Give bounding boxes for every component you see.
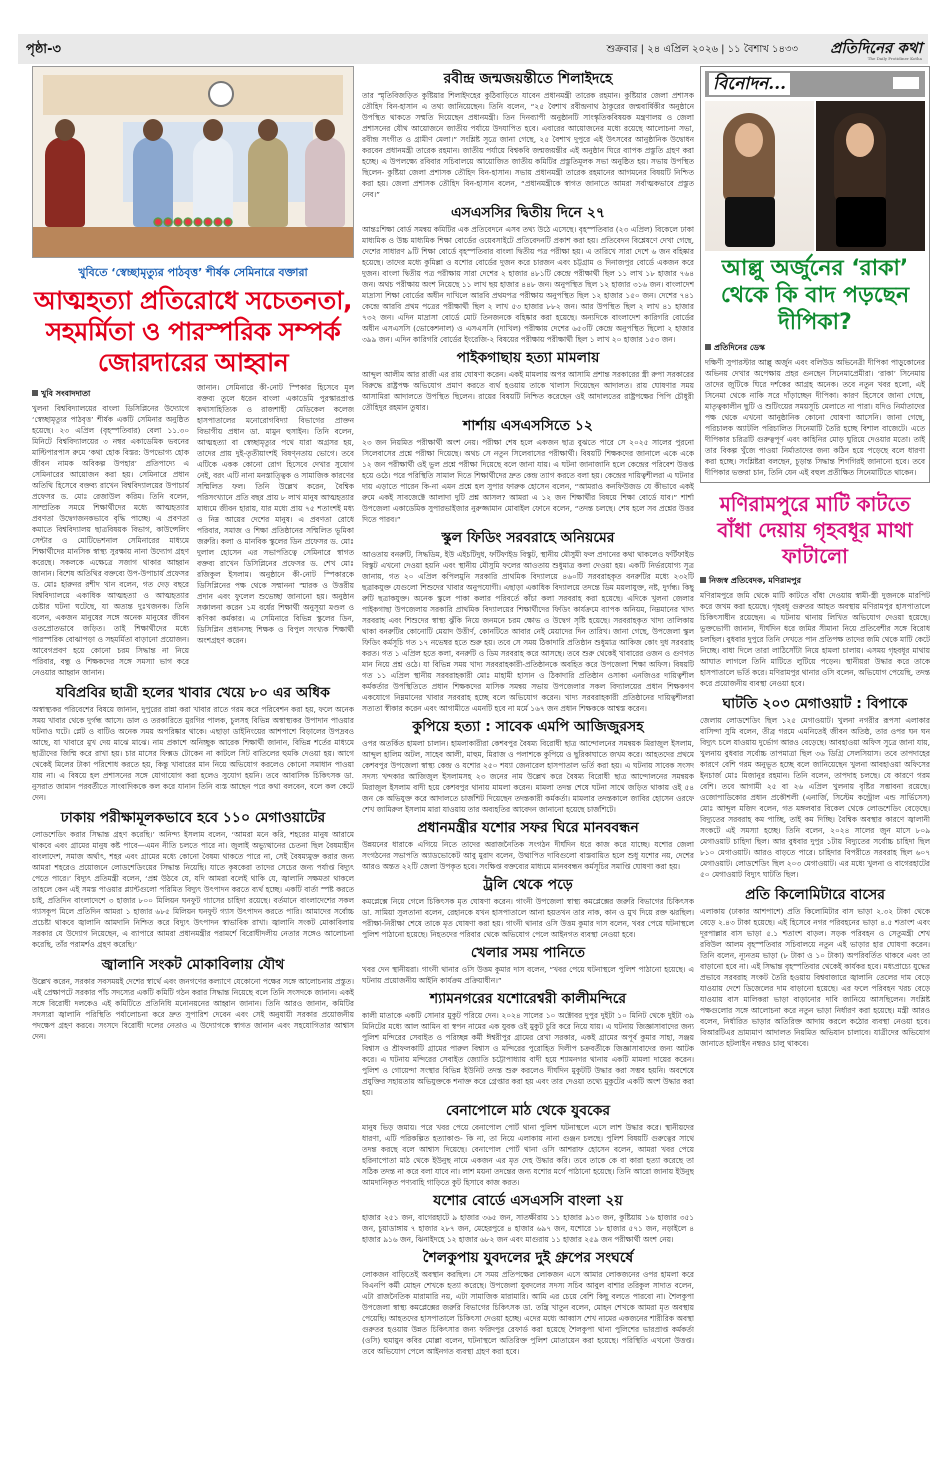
- bullet-square-icon: [705, 344, 711, 350]
- person-figure: [133, 137, 173, 227]
- story: [362, 990, 694, 1098]
- article-headline[interactable]: পাইকগাছায় হত্যা মামলায়: [456, 350, 600, 366]
- entertainment-box: [700, 66, 930, 483]
- byline: [705, 342, 925, 355]
- logo-tagline: The Daily Protidiner Kotha: [867, 56, 922, 61]
- byline: [32, 388, 189, 401]
- article-headline[interactable]: যশোর বোর্ডে এসএসসি বাংলা ২য়: [433, 1193, 623, 1209]
- bullet-square-icon: [700, 577, 706, 583]
- article-text: হাজার ২৫১ জন, বাগেরহাটে ৯ হাজার ৩৬৫ জন, সাতক্ষীরায় ১১ হাজার ৯১৩ জন, কুষ্টিয়ায় ১৬ হাজার ৩৫১ জন, চুয়াডাঙ্গায় ৭ হাজার ২৮৭ জন, মেহেরপুরে ৪ হাজার ৬৯৭ জন, যশোরে ১৮ হাজার ৫৭১ জন, নড়াইলে ৪ হাজার ৯১৬ জন, ঝিনাইদহে ১২ হাজার ৬৮২ জন এবং মাগুরায় ১১ হাজার ২৫৯ জন পরীক্ষার্থী অংশ নেয়।: [362, 1213, 694, 1244]
- actress-photo: [816, 101, 925, 251]
- article-text: উন্নয়নের ধারাকে এগিয়ে নিতে তাদের অরাজনৈতিক সংগঠন দীর্ঘদিন ধরে কাজ করে যাচ্ছে। যশোর জেলা সংগঠনের সভাপতি অ্যাডভোকেট আবু মুরাদ বলেন, উত্থাপিত দাবিগুলো বাস্তবায়িত হলে শুধু যশোর নয়, দেশের আরও অন্তত ২২টি জেলা উপকৃত হবে। সংক্ষিপ্ত বক্তব্যের মাধ্যমে মানববন্ধন কর্মসূচির সমাপ্তি ঘোষণা করা হয়।: [362, 840, 694, 871]
- newspaper-logo[interactable]: [830, 37, 922, 62]
- article-text: ২৩ জন নিয়মিত পরীক্ষার্থী অংশ নেয়। পরীক্ষা শেষ হলে একজন ছাত্র বুঝতে পারে সে ২০২৫ সালের পুরনো সিলেবাসের প্রশ্নে পরীক্ষা দিয়েছে। অথচ সে নতুন সিলেবাসের পরীক্ষার্থী। বিষয়টি শিক্ষকদের জানালে একে একে ১২ জন পরীক্ষার্থী ওই ভুল প্রশ্নে পরীক্ষা দিয়েছে বলে জানা যায়। এ ঘটনা জানাজানি হলে কেন্দ্রের পরিবেশ উত্তপ্ত হয়ে ওঠে। পরে পরিস্থিতি সামাল দিতে শিক্ষার্থীদের দ্রুত কেন্দ্র ত্যাগ করতে বলা হয়। কেন্দ্রের দায়িত্বশীলরা এ ঘটনার দায় এড়াতে পারেন কি-না এমন প্রশ্নে হল সুপার ফারুক হোসেন বলেন, “আমরাও কনফিউজড যে কীভাবে একই রুমে একই সাবজেক্টে আলাদা দুটি প্রশ্ন আসল? আমরা এ ১২ জন শিক্ষার্থীর বিষয়ে শিক্ষা বোর্ডে যাব।” শার্শা উপজেলা একাডেমিক সুপারভাইজার নুরুজ্জামান মোবাইল ফোনে বলেন, “তদন্ত চলছে। শেষ হলে সব প্রশ্নের উত্তর দিতে পারব।”: [362, 438, 694, 524]
- person-figure: [305, 137, 345, 227]
- article-headline[interactable]: ঢাকায় পরীক্ষামূলকভাবে হবে ১১০ মেগাওয়াটের: [60, 810, 326, 826]
- middle-column: [362, 66, 694, 1466]
- actress-photo: [705, 101, 814, 251]
- article-headline[interactable]: প্রতি কিলোমিটারে বাসের: [745, 887, 885, 903]
- article-text: খুলনা বিশ্ববিদ্যালয়ের বাংলা ডিসিপ্লিনের উদ্যোগে ‘স্বেচ্ছামৃত্যুর পাঠবৃত্ত’ শীর্ষক একটি সেমিনার অনুষ্ঠিত হয়েছে। ২৩ এপ্রিল (বৃহস্পতিবার) বেলা ১১.৩০ মিনিটে বিশ্ববিদ্যালয়ের ৩ নম্বর একাডেমিক ভবনের মাল্টিপারপাস রুমে ‘কথা হোক বিস্তর: উপভোগ্য হোক জীবন নামক অবিকল্প উপহার’ প্রতিপাদ্যে এ সেমিনারের আয়োজন করা হয়। সেমিনারে প্রধান অতিথি হিসেবে বক্তব্য রাখেন বিশ্ববিদ্যালয়ের উপাচার্য প্রফেসর ড. মোঃ রেজাউল করিম। তিনি বলেন, সাম্প্রতিক সময়ে শিক্ষার্থীদের মধ্যে আত্মহত্যার প্রবণতা উদ্বেগজনকভাবে বৃদ্ধি পাচ্ছে। এ প্রবণতা কমাতে বিশ্ববিদ্যালয় ছাত্রবিষয়ক বিভাগ, কাউন্সেলিং সেন্টার ও মোটিভেশনাল সেমিনারের মাধ্যমে শিক্ষার্থীদের মানসিক স্বাস্থ্য সুরক্ষায় নানা উদ্যোগ গ্রহণ করেছে। সকলকে এক্ষেত্রে সজাগ থাকার আহ্বান জানান। বিশেষ অতিথির বক্তব্যে উপ-উপাচার্য প্রফেসর ড. মোঃ হারুনর রশীদ খান বলেন, গত দেড় বছরে বিশ্ববিদ্যালয়ে একাধিক আত্মহত্যা ও আত্মহত্যার চেষ্টার ঘটনা ঘটেছে, যা অত্যন্ত দুঃখজনক। তিনি বলেন, একজন মানুষের সঙ্গে অনেক মানুষের জীবন ওতপ্রোতভাবে জড়িত। তাই শিক্ষার্থীদের মধ্যে পারস্পরিক বোঝাপড়া ও সহমর্মিতা বাড়ানো প্রয়োজন। আবেগপ্রবণ হয়ে কোনো চরম সিদ্ধান্ত না নিয়ে পরিবার, বন্ধু ও শিক্ষকদের সঙ্গে সমস্যা ভাগ করে নেওয়ার আহ্বান জানান।: [32, 404, 189, 677]
- article-text: দক্ষিণী সুপারস্টার আল্লু অর্জুন এবং বলিউড অভিনেত্রী দীপিকা পাড়ুকোনের অভিনয় দেখার অপেক্ষায় প্রহর গুনছেন সিনেমাপ্রেমীরা। ‘রাকা’ সিনেমায় তাদের জুটিকে ঘিরে দর্শকের আগ্রহ অনেক। তবে নতুন খবর হলো, এই সিনেমা থেকে নাকি সরে দাঁড়াচ্ছেন দীপিকা। কারণ হিসেবে জানা গেছে, মাতৃত্বকালীন ছুটি ও শুটিংয়ের সময়সূচি মেলাতে না পারা। যদিও নির্মাতাদের পক্ষ থেকে এখনো আনুষ্ঠানিক কোনো ঘোষণা আসেনি। জানা গেছে, পরিচালক অ্যাটলি পরিচালিত সিনেমাটি তৈরি হচ্ছে বিশাল বাজেটে। এতে দীপিকার চরিত্রটি গুরুত্বপূর্ণ এবং কাহিনির মোড় ঘুরিয়ে দেওয়ার মতো। তাই তার বিকল্প খুঁজে পাওয়া নির্মাতাদের জন্য কঠিন হয়ে পড়েছে বলে ধারণা করা হচ্ছে। সংশ্লিষ্টরা বলছেন, চূড়ান্ত সিদ্ধান্ত শিগগিরই জানানো হবে। তবে দীপিকার ভক্তরা চান, তিনি যেন এই বহুল প্রতীক্ষিত সিনেমাটিতে থাকেন।: [705, 358, 925, 477]
- page-header: [18, 34, 928, 64]
- right-column: [700, 66, 930, 1466]
- story: [362, 819, 694, 872]
- article-text: তার স্মৃতিবিজড়িত কুষ্টিয়ার শিলাইদহের কুঠিবাড়িতে যাবেন প্রধানমন্ত্রী তারেক রহমান। কুষ্টিয়ার জেলা প্রশাসক তৌহিদ বিন-হাসান এ তথ্য জানিয়েছেন। তিনি বলেন, “২৫ বৈশাখ রবীন্দ্রনাথ ঠাকুরের জন্মবার্ষিকীর অনুষ্ঠানে উপস্থিত থাকতে সম্মতি দিয়েছেন প্রধানমন্ত্রী। তিন দিনব্যাপী অনুষ্ঠানটি সাংস্কৃতিকবিষয়ক মন্ত্রণালয় ও জেলা প্রশাসনের যৌথ আয়োজনে জাতীয় পর্যায়ে উদযাপিত হবে। এবারের আয়োজনের মধ্যে রয়েছে আলোচনা সভা, রবীন্দ্র সংগীত ও গ্রামীণ মেলা।” সংশ্লিষ্ট সূত্রে জানা গেছে, ২৫ বৈশাখ দুপুরে এই উৎসবের আনুষ্ঠানিক উদ্বোধন করবেন প্রধানমন্ত্রী তারেক রহমান। জাতীয় পর্যায়ে বিশ্বকবি জন্মজয়ন্তীর এই অনুষ্ঠান ঘিরে ব্যাপক প্রস্তুতি গ্রহণ করা হচ্ছে। এ উপলক্ষ্যে রবিবার সচিবালয়ে আয়োজিত জাতীয় কমিটির প্রস্তুতিমূলক সভা অনুষ্ঠিত হয়। সভায় উপস্থিত ছিলেন- কুষ্টিয়া জেলা প্রশাসক তৌহিদ বিন-হাসান। সভায় প্রধানমন্ত্রী তারেক রহমানের আগমনের বিষয়টি নিশ্চিত করা হয়। জেলা প্রশাসক তৌহিদ বিন-হাসান বলেন, “প্রধানমন্ত্রীকে স্বাগত জানাতে আমরা সর্বাত্মকভাবে প্রস্তুত নেব।”: [362, 91, 694, 199]
- article-headline[interactable]: ঘাটতি ২০৩ মেগাওয়াট : বিপাকে: [722, 696, 908, 712]
- article-headline[interactable]: রবীন্দ্র জন্মজয়ন্তীতে শিলাইদহে: [443, 71, 613, 87]
- article-text: কমপ্লেক্সে নিয়ে গেলে চিকিৎসক মৃত ঘোষণা করেন। গাংনী উপজেলা স্বাস্থ্য কমপ্লেক্সের জরুরি বিভাগের চিকিৎসক ডা. সামিয়া সুলতানা বলেন, রেহানকে যখন হাসপাতালে আনা হয়তখন তার নাক, কান ও মুখ দিয়ে রক্ত ঝরছিল। পরীক্ষা-নিরীক্ষা শেষে তাকে মৃত ঘোষণা করা হয়। গাংনী থানার ওসি উত্তম কুমার দাস বলেন, খবর পেয়ে ঘটনাস্থলে পুলিশ পাঠানো হয়েছে। নিহতদের পরিবার থেকে অভিযোগ পেলে আইনগত ব্যবস্থা নেওয়া হবে।: [362, 897, 694, 939]
- bullet-square-icon: [32, 390, 38, 396]
- entertainment-photos: [705, 101, 925, 251]
- article-text: জেলায় লোডশেডিং ছিল ১২৫ মেগাওয়াট। খুলনা নগরীর রূপসা এলাকার বাসিন্দা সুমি বলেন, তীব্র গরমে এমনিতেই জীবন অতিষ্ঠ, তার ওপর ঘন ঘন বিদ্যুৎ চলে যাওয়ায় দুর্ভোগ আরও বেড়েছে। আবহাওয়া অফিস সূত্রে জানা যায়, খুলনায় বুধবার সর্বোচ্চ তাপমাত্রা ছিল ৩৬ ডিগ্রি সেলসিয়াস। তবে তাপদাহের কারণে বেশি গরম অনুভূত হচ্ছে বলে জানিয়েছেন খুলনা আবহাওয়া অফিসের ইনচার্জ মোঃ মিজানুর রহমান। তিনি বলেন, তাপদাহ চলছে। যে কারণে গরম বেশি। তবে আগামী ২৫ বা ২৬ এপ্রিল খুলনায় বৃষ্টির সম্ভাবনা রয়েছে। ওজোপাডিকোর প্রধান প্রকৌশলী (এনার্জি, সিস্টেম কন্ট্রোল এন্ড সার্ভিসেস) মোঃ আব্দুল মজিদ বলেন, গত মঙ্গলবার বিকেল থেকে লোডশেডিং বেড়েছে। বিদ্যুতের সরবরাহ কম পাচ্ছি, তাই কম দিচ্ছি। বৈশ্বিক অবস্থার কারণে জ্বালানী সংকটে এই সমস্যা হচ্ছে। তিনি বলেন, ২০২৪ সালের জুন মাসে ৮০৯ মেগাওয়াট চাহিদা ছিল। আর বুধবার দুপুর ১টায় বিদ্যুতের সর্বোচ্চ চাহিদা ছিল ৮১০ মেগাওয়াট। আরও বাড়তে পারে। চাহিদার বিপরীতে সরবরাহ ছিল ৬০৭ মেগাওয়াট। লোডশেডিং ছিল ২০৩ মেগাওয়াট। এর মধ্যে খুলনা ও বাগেরহাটের ৫০ মেগাওয়াট বিদ্যুৎ ঘাটতি ছিল।: [700, 716, 930, 879]
- article-text: আন্তঃশিক্ষা বোর্ড সমন্বয় কমিটির এক প্রতিবেদনে এসব তথ্য উঠে এসেছে। বৃহস্পতিবার (২৩ এপ্রিল) বিকেলে ঢাকা মাধ্যমিক ও উচ্চ মাধ্যমিক শিক্ষা বোর্ডের ওয়েবসাইটে প্রতিবেদনটি প্রকাশ করা হয়। প্রতিবেদন বিশ্লেষণে দেখা গেছে, দেশের সাধারণ ৯টি শিক্ষা বোর্ডে বৃহস্পতিবার বাংলা দ্বিতীয় পত্র পরীক্ষা হয়। এ তারিখে সারা দেশে ৬ জন বহিষ্কার হয়েছে। তাদের মধ্যে কুমিল্লা ও যশোর বোর্ডের দুজন করে চারজন এবং চট্টগ্রাম ও দিনাজপুর বোর্ডে একজন করে দুজন। বাংলা দ্বিতীয় পত্র পরীক্ষায় সারা দেশের ২ হাজার ৪৮১টি কেন্দ্রে পরীক্ষার্থী ছিল ১১ লাখ ১৮ হাজার ৭৬৪ জন। অথচ পরীক্ষায় অংশ নিয়েছে ১১ লাখ ছয় হাজার ৪৪৮ জন। অনুপস্থিত ছিল ১২ হাজার ৩১৬ জন। বাংলাদেশ মাদ্রাসা শিক্ষা বোর্ডের অধীন দাখিলে আরবি প্রথমপত্র পরীক্ষায় অনুপস্থিত ছিল ১২ হাজার ১৫০ জন। দেশের ৭৪১ কেন্দ্রে আরবি প্রথম পত্রের পরীক্ষার্থী ছিল ২ লাখ ৫৩ হাজার ৮৮২ জন। আর উপস্থিত ছিল ২ লাখ ৪১ হাজার ৭৩২ জন। এদিন মাদ্রাসা বোর্ডে মোট তিনজনকে বহিষ্কার করা হয়েছে। অন্যদিকে বাংলাদেশ কারিগরি বোর্ডের অধীন এসএসসি (ভোকেশনাল) ও এসএসসি (দাখিল) পরীক্ষায় দেশের ৬৫৩টি কেন্দ্রে অনুপস্থিত ছিলো ২ হাজার ৩৯৯ জন। এদিন কারিগরি বোর্ডের ইংরেজি-২ বিষয়ের পরীক্ষায় পরীক্ষার্থী ছিল ১ লাখ ২০ হাজার ১৫৩ জন।: [362, 225, 694, 344]
- article-headline[interactable]: বেনাপোলে মাঠ থেকে যুবকের: [445, 1103, 611, 1119]
- article-text: জানান। সেমিনারে কী-নোট স্পিকার হিসেবে মূল বক্তব্য তুলে ধরেন বাংলা একাডেমি পুরস্কারপ্রাপ্ত কথাসাহিত্যিক ও রাজশাহী মেডিকেল কলেজ হাসপাতালের মনোরোগবিদ্যা বিভাগের প্রাক্তন বিভাগীয় প্রধান ডা. মামুন হুসাইন। তিনি বলেন, আত্মহত্যা বা স্বেচ্ছামৃত্যুর পথে যারা অগ্রসর হয়, তাদের প্রায় দুই-তৃতীয়াংশই বিষণ্নতায় ভোগে। তবে এটিকে একক কোনো রোগ হিসেবে দেখার সুযোগ নেই, বরং এটি নানা মনস্তাত্ত্বিক ও সামাজিক কারণের সম্মিলিত ফল। তিনি উল্লেখ করেন, বৈশ্বিক পরিসংখ্যানে প্রতি বছর প্রায় ৮ লাখ মানুষ আত্মহত্যার মাধ্যমে জীবন হারায়, যার মধ্যে প্রায় ৭৫ শতাংশই মধ্য ও নিম্ন আয়ের দেশের মানুষ। এ প্রবণতা রোধে পরিবার, সমাজ ও শিক্ষা প্রতিষ্ঠানের সম্মিলিত ভূমিকা জরুরি। কলা ও মানবিক স্কুলের ডিন প্রফেসর ড. মোঃ দুলাল হোসেন এর সভাপতিত্বে সেমিনারে স্বাগত বক্তব্য রাখেন ডিসিপ্লিনের প্রফেসর ড. শেখ মোঃ রজিকুল ইসলাম। অনুষ্ঠানে কী-নোট স্পিকারকে ডিসিপ্লিনের পক্ষ থেকে সম্মাননা স্মারক ও উত্তরীয় প্রদান এবং ফুলেল শুভেচ্ছা জানানো হয়। অনুষ্ঠান সঞ্চালনা করেন ১ম বর্ষের শিক্ষার্থী অনুসূয়া মণ্ডল ও কণিকা কর্মকার। এ সেমিনারে বিভিন্ন স্কুলের ডিন, ডিসিপ্লিন প্রধানসহ শিক্ষক ও বিপুল সংখ্যক শিক্ষার্থী অংশগ্রহণ করেন।: [197, 383, 354, 645]
- issue-date: শুক্রবার | ২৪ এপ্রিল ২০২৬ | ১১ বৈশাখ ১৪৩৩: [606, 44, 798, 55]
- entertainment-headline[interactable]: আল্লু অর্জুনের ‘রাকা’ থেকে কি বাদ পড়ছেন দীপিকা?: [720, 256, 910, 335]
- story: [362, 1249, 694, 1357]
- story: [362, 1192, 694, 1245]
- story: [362, 944, 694, 986]
- byline: [700, 575, 930, 588]
- clock-icon: [208, 81, 234, 107]
- article-text: আব্দুল আলীম আর রাজী এর রায় ঘোষণা করেন। একই মামলায় অপর আসামি প্রশান্ত সরকারের স্ত্রী রুপা সরকারের বিরুদ্ধে রাষ্ট্রপক্ষ অভিযোগ প্রমাণ করতে ব্যর্থ হওয়ায় তাকে খালাস দিয়েছেন আদালত। রায় ঘোষণার সময় আসামিরা আদালতে উপস্থিত ছিলেন। রায়ের বিষয়টি নিশ্চিত করেছেন ওই আদালতের রাষ্ট্রপক্ষের পিপি চৌধুরী তৌহিদুর রহমান তুষার।: [362, 370, 694, 412]
- left-column: [32, 66, 354, 1466]
- byline-text: নিজস্ব প্রতিবেদক, মণিরামপুর: [709, 576, 801, 585]
- article-kicker: খুবিতে ‘স্বেচ্ছামৃত্যুর পাঠবৃত্ত’ শীর্ষক সেমিনারে বক্তারা: [78, 266, 308, 279]
- article-headline[interactable]: স্কুল ফিডিং সরবরাহে অনিয়মের: [441, 530, 615, 546]
- logo-text: প্রতিদিনের কথা: [830, 39, 922, 57]
- person-figure: [193, 137, 233, 227]
- article-headline[interactable]: এসএসসির দ্বিতীয় দিনে ২৭: [450, 205, 605, 221]
- stage-table: [33, 227, 353, 257]
- article-headline[interactable]: মণিরামপুরে মাটি কাটতে বাঁধা দেয়ায় গৃহবধূর মাথা ফাটালো: [717, 492, 913, 568]
- article-text: এলাকায় (ঢাকার আশপাশে) প্রতি কিলোমিটার বাস ভাড়া ২.৩২ টাকা থেকে বেড়ে ২.৪৩ টাকা হয়েছে। এই হিসেবে নগর পরিবহনের ভাড়া ৪.৫ শতাংশ এবং দূরপাল্লার বাস ভাড়া ৫.১ শতাংশ বাড়ল। সড়ক পরিবহন ও সেতুমন্ত্রী শেখ রবিউল আলম বৃহস্পতিবার সচিবালয়ে নতুন এই ভাড়ার হার ঘোষণা করেন। তিনি বলেন, ন্যূনতম ভাড়া (৮ টাকা ও ১০ টাকা) অপরিবর্তিত থাকবে এবং তা বাড়ানো হবে না। এই সিদ্ধান্ত বৃহস্পতিবার থেকেই কার্যকর হবে। মধ্যপ্রাচ্যে যুদ্ধের প্রভাবে সরবরাহ সংকট তৈরি হওয়ায় বিশ্ববাজারে জ্বালানি তেলের দাম বেড়ে যাওয়ায় দেশে ডিজেলের দাম বাড়ানো হয়েছে। এর ফলে পরিবহন খরচ বেড়ে যাওয়ায় বাস মালিকরা ভাড়া বাড়ানোর দাবি জানিয়ে আসছিলেন। সংশ্লিষ্ট পক্ষগুলোর সঙ্গে আলোচনা করে নতুন ভাড়া নির্ধারণ করা হয়েছে। মন্ত্রী আরও বলেন, নির্ধারিত ভাড়ার অতিরিক্ত আদায় করলে কঠোর ব্যবস্থা নেওয়া হবে। বিআরটিএর ভ্রাম্যমাণ আদালত নিয়মিত অভিযান চালাবে। যাত্রীদের অভিযোগ জানাতে হটলাইন নম্বরও চালু থাকবে।: [700, 907, 930, 1048]
- article-text: উল্লেখ করেন, সরকার সবসময়ই দেশের স্বার্থে এবং জনগণের কল্যাণে যেকোনো পক্ষের সঙ্গে আলোচনায় প্রস্তুত। এই প্রেক্ষাপটে সরকার পাঁচ সদস্যের একটি কমিটি গঠন করার সিদ্ধান্ত নিয়েছে বলে তিনি সংসদকে জানান। একই সঙ্গে বিরোধী দলকেও এই কমিটিতে প্রতিনিধি মনোনয়নের আহ্বান জানান। তিনি আরও জানান, কমিটির সদস্যরা জ্বালানি পরিস্থিতি পর্যালোচনা করে দ্রুত সুপারিশ দেবেন এবং সেই অনুযায়ী সরকার প্রয়োজনীয় পদক্ষেপ গ্রহণ করবে। সংসদে বিরোধী দলের নেতাও এ উদ্যোগকে স্বাগত জানান এবং সহযোগিতার আশ্বাস দেন।: [32, 977, 354, 1041]
- article-text: অস্বাস্থ্যকর পরিবেশের বিষয়ে জানান, দুপুরের রান্না করা খাবার রাতে গরম করে পরিবেশন করা হয়, ফলে অনেক সময় খাবার থেকে দুর্গন্ধ আসে। ডাল ও তরকারিতে মুরগির পালক, চুলসহ বিভিন্ন অস্বাস্থ্যকর উপাদান পাওয়ার ঘটনাও ঘটে। প্লেট ও বাটিও অনেক সময় অপরিষ্কার থাকে। এছাড়া ডাইনিংয়ের আশপাশে বিড়ালের উপদ্রবও আছে, যা খাবারে মুখ দেয় মাঝে মাঝে। নাম প্রকাশে অনিচ্ছুক আরেক শিক্ষার্থী জানান, বিভিন্ন শর্তের মাধ্যমে ছাত্রীদের জিম্মি করে রাখা হয়। চার মাসের ফিক্সড টোকেন না কাটলে সিট বাতিলের হুমকি দেওয়া হয়। আগে থেকেই মিলের টাকা পরিশোধ করতে হয়, কিন্তু খাবারের মান নিয়ে অভিযোগ করলেও কোনো সমাধান পাওয়া যায় না। এ বিষয়ে হল প্রশাসনের সঙ্গে যোগাযোগ করা হলেও সুযোগ হয়নি। তবে আবাসিক চিকিৎসক ডা. নুসরাত জামান পরবর্তীতে সাংবাদিককে কল করে যানান তিনি ব্যস্ত আছেন পরে কথা বলবেন, বলে কল কেটে দেন।: [32, 705, 354, 802]
- article-headline[interactable]: জ্বালানি সংকট মোকাবিলায় যৌথ: [101, 957, 285, 973]
- article-headline[interactable]: শ্যামনগরের যশোরেশ্বরী কালীমন্দিরে: [429, 991, 627, 1007]
- story: [362, 1102, 694, 1188]
- article-text: ওপর অতর্কিত হামলা চালান। হামলাকারীরা কেশবপুর বৈষম্য বিরোধী ছাত্র আন্দোলনের সমন্বয়ক মিরাজুল ইসলাম, আব্দুল হালিম অটল, সাহেব আলী, মাহুম, মিরাজ ও পলাশকে কুপিয়ে ও ছুরিকাঘাতে জখম করে। আহতদের প্রথমে কেশবপুর উপজেলা স্বাস্থ্য কেন্দ্র ও যশোর ২৫০ শয্যা জেনারেল হাসপাতাল ভর্তি করা হয়। এ ঘটনায় সাবেক সংসদ সদস্য খন্দকার আজিজুল ইসলামসহ ২৩ জনের নাম উল্লেখ করে বৈষম্য বিরোধী ছাত্র আন্দোলনের সমন্বয়ক মিরাজুল ইসলাম বাদী হয়ে কেশবপুর থানায় মামলা করেন। মামলা তদন্ত শেষে ঘটনা সাথে জড়িত থাকায় ওই ৫৪ জন কে অভিযুক্ত করে আদালতে চার্জশিট দিয়েছেন তদন্তকারী কর্মকর্তা। মামলার তদন্তকালে জাবির হোসেন ওরফে শেখ জামিরুল ইসলাম মারা যাওয়ায় তার অব্যহতির আবেদন জানানো হয়েছে চার্জশিটে।: [362, 739, 694, 814]
- story: [362, 204, 694, 345]
- article-headline[interactable]: খেলার সময় পানিতে: [470, 945, 586, 961]
- seminar-photo: [32, 66, 354, 258]
- story: [362, 417, 694, 525]
- article-headline[interactable]: প্রধানমন্ত্রীর যশোর সফর ঘিরে মানববন্ধন: [417, 820, 639, 836]
- label-accent: [893, 77, 919, 89]
- byline-text: খুবি সংবাদদাতা: [41, 389, 91, 398]
- page-number: পৃষ্ঠা-৩: [26, 42, 61, 57]
- person-figure: [248, 137, 288, 227]
- section-label-bar: [705, 71, 925, 97]
- lead-headline[interactable]: আত্মহত্যা প্রতিরোধে সচেতনতা, সহমর্মিতা ও পারস্পরিক সম্পর্ক জোরদারের আহ্বান: [34, 286, 352, 377]
- article-headline[interactable]: শৈলকুপায় যুবদলের দুই গ্রুপের সংঘর্ষে: [422, 1250, 634, 1266]
- story: [362, 349, 694, 413]
- article-text: খবর দেন স্থানীয়রা। গাংনী থানার ওসি উত্তম কুমার দাস বলেন, “খবর পেয়ে ঘটনাস্থলে পুলিশ পাঠানো হয়েছে। এ ঘটনায় প্রয়োজনীয় আইনি কার্যক্রম প্রক্রিয়াধীন।”: [362, 965, 694, 985]
- article-text: লোডশেডিং করার সিদ্ধান্ত গ্রহণ করেছি।’ অনিন্দ্য ইসলাম বলেন, ‘আমরা মনে করি, শহরের মানুষ আরামে থাকবে এবং গ্রামের মানুষ কষ্ট পাবে—এমন নীতি চলতে পারে না। জুলাই অভ্যুত্থানের চেতনা ছিল বৈষম্যহীন বাংলাদেশ, সমাজ অর্থাৎ, শহর এবং গ্রামের মধ্যে কোনো বৈষম্য থাকতে পারে না, সেই বৈষম্যমুক্ত করার জন্য আমরা শহরেও প্রয়োজনে লোডশেডিংয়ের সিদ্ধান্ত নিয়েছি। যাতে কৃষকেরা তাদের সেচের জন্য পর্যাপ্ত বিদ্যুৎ পেতে পারে।’ বিদ্যুৎ প্রতিমন্ত্রী বলেন, ‘প্রশ্ন উঠবে যে, যদি আমরা বলেই থাকি যে, জ্বালানি সক্ষমতা থাকলে তাহলে কেন এই সমস্ত পাওয়ার প্ল্যান্টগুলো পরিমিত বিদ্যুৎ উৎপাদন করতে ব্যর্থ হচ্ছে। একটি বার্তা স্পষ্ট করতে চাই, প্রতিদিন বাংলাদেশে ৩ হাজার ৮০০ মিলিয়ন ঘনফুট গ্যাসের চাহিদা রয়েছে। বর্তমানে বাংলাদেশের সকল গ্যাসকূপ মিলে প্রতিদিন আমরা ১ হাজার ৬৮৫ মিলিয়ন ঘনফুট গ্যাস উৎপাদন করতে পারি। আমাদের সর্বোচ্চ প্রচেষ্টা থাকবে জ্বালানি আমদানি নিশ্চিত করে বিদ্যুৎ উৎপাদন স্বাভাবিক রাখা। জ্বালানি সংকট মোকাবিলায় সরকার যে উদ্যোগ নিয়েছেন, এ ব্যাপারে আমরা প্রধানমন্ত্রীর পরামর্শে বিরোধীদলীয় নেতার সঙ্গেও আলোচনা করেছি, তাঁর পরামর্শও গ্রহণ করেছি।’: [32, 830, 354, 949]
- article-headline[interactable]: শার্শায় এসএসসিতে ১২: [462, 418, 594, 434]
- story: [362, 70, 694, 200]
- article-text: লোকজন বাড়িতেই অবস্থান করছিল। সে সময় প্রতিপক্ষের লোকজন এসে আমার লোকজনের ওপর হামলা করে বিএনপি কর্মী মোহন শেখকে হত্যা করেছে। উপজেলা যুবদলের সদস্য সচিব আবুল বাশার তরিকুল সাদাত বলেন, এটা রাজনৈতিক মারামারি নয়, এটা সামাজিক মারামারি। আমি এর চেয়ে বেশি কিছু বলতে পারবো না। শৈলকুপা উপজেলা স্বাস্থ্য কমপ্লেক্সের জরুরি বিভাগের চিকিৎসক ডা. তন্ত্রি খাতুন বলেন, মোহন শেখকে আমরা মৃত অবস্থায় পেয়েছি। আহতদের হাসপাতালে চিকিৎসা দেওয়া হচ্ছে। এদের মধ্যে আব্বাস শেখ নামের একজনের শারীরিক অবস্থা গুরুতর হওয়ায় উন্নত চিকিৎসার জন্য ফরিদপুর রেফার্ড করা হয়েছে শৈলকুপা থানা পুলিশের ভারপ্রাপ্ত কর্মকর্তা (ওসি) হুমায়ুন কবির মোল্লা বলেন, ঘটনাস্থলে অতিরিক্ত পুলিশ মোতায়েন করা হয়েছে। পরিস্থিতি এখনো উত্তপ্ত। তবে অভিযোগ পেলে আইনগত ব্যবস্থা গ্রহণ করা হবে।: [362, 1270, 694, 1356]
- article-text: কালী মাতাকে একটি সোনার মুকুট পরিয়ে দেন। ২০২৪ সালের ১০ অক্টোবর দুপুর দুইটা ১০ মিনিট থেকে দুইটা ৩৯ মিনিটের মধ্যে আল আমিন বা স্বপন নামের এক যুবক ওই মুকুট চুরি করে নিয়ে যায়। এ ঘটনায় জিজ্ঞাসাবাদের জন্য পুলিশ মন্দিরের সেবাইত ও পরিচ্ছন্ন কর্মী ঈশ্বরীপুর গ্রামের রেখা সরকার, একই গ্রামের অপূর্ব কুমার সাহা, সঞ্জয় বিশ্বাস ও শ্রীফলকাটি গ্রামের পারুল বিশ্বাস ও মন্দিরের পুরোহিত দিলীপ চক্রবর্তীকে জিজ্ঞাসাবাদের জন্য আটক করে। এ ঘটনায় মন্দিরের সেবাইত জ্যোতি চট্টোপাধ্যায় বাদী হয়ে শ্যামনগর থানায় একটি মামলা দায়ের করেন। পুলিশ ও গোয়েন্দা সংস্থার বিভিন্ন ইউনিট তদন্ত শুরু করলেও দীর্ঘদিন মুকুটটি উদ্ধার করা সম্ভব হয়নি। অবশেষে প্রযুক্তির সহায়তায় অভিযুক্তকে শনাক্ত করে গ্রেপ্তার করা হয় এবং তার দেওয়া তথ্যে মুকুটের একটি অংশ উদ্ধার করা হয়।: [362, 1011, 694, 1097]
- article-text: মণিরামপুরে জমি থেকে মাটি কাটতে বাঁধা দেওয়ায় স্বামী-স্ত্রী দুজনকে মারপিট করে জখম করা হয়েছে। গৃহবধূ গুরুতর আহত অবস্থায় মণিরামপুর হাসপাতালে চিকিৎসাধীন রয়েছেন। এ ঘটনায় থানায় লিখিত অভিযোগ দেওয়া হয়েছে। ভুক্তভোগী জানান, দীর্ঘদিন ধরে জমির সীমানা নিয়ে প্রতিবেশীর সঙ্গে বিরোধ চলছিল। বুধবার দুপুরে তিনি দেখতে পান প্রতিপক্ষ তাদের জমি থেকে মাটি কেটে নিচ্ছে। বাধা দিলে তারা লাঠিসোঁটা নিয়ে হামলা চালায়। এসময় গৃহবধূর মাথায় আঘাত লাগলে তিনি মাটিতে লুটিয়ে পড়েন। স্থানীয়রা উদ্ধার করে তাকে হাসপাতালে ভর্তি করে। মণিরামপুর থানার ওসি বলেন, অভিযোগ পেয়েছি, তদন্ত করে প্রয়োজনীয় ব্যবস্থা নেওয়া হবে।: [700, 591, 930, 688]
- article-text: আওতায় বনরুটি, সিদ্ধডিম, ইউ এইচটিদুধ, ফর্টিফাইড বিস্কুট, স্থানীয় মৌসুমী ফল প্রদানের কথা থাকলেও ফর্টিফাইড বিস্কুট এখনো দেওয়া হয়নি এবং স্থানীয় মৌসুমি ফলের আওতায় শুধুমাত্র কলা দেওয়া হয়। একটি নির্ভরযোগ্য সূত্র জানায়, গত ২০ এপ্রিল কপিলমুনি সরকারি প্রাথমিক বিদ্যালয়ে ৪৬০টি সরবরাহকৃত বনরুটির মধ্যে ২৩২টি ছত্রাকযুক্ত যেগুলো শিশুদের খাবার অনুপযোগী। এছাড়া একাধিক বিদ্যালয়ে তদন্তে ডিম ময়লাযুক্ত, নষ্ট, দুর্গন্ধ। কিছু রুটি ছত্রাকযুক্ত। অনেক স্কুলে পাকা কলার পরিবর্তে কাঁচা কলা সরবরাহ করা হয়েছে। এদিকে খুলনা জেলার পাইকগাছা উপজেলায় সরকারি প্রাথমিক বিদ্যালয়ের শিক্ষার্থীদের ফিডিং কার্যক্রমে ব্যাপক অনিয়ম, নিম্নমানের খাদ্য সরবরাহ এবং শিশুদের স্বাস্থ্য ঝুঁকি নিয়ে জনমনে চরম ক্ষোভ ও উদ্বেগ সৃষ্টি হয়েছে। সরবরাহকৃত খাদ্য তালিকায় থাকা বনরুটির কোনোটি মেয়াদ উত্তীর্ণ, কোনটিতে আবার নেই মেয়াদের দিন তারিখ। জানা গেছে, উপজেলা স্কুল ফিডিং কর্মসূচি গত ১৭ নভেম্বর হতে শুরু হয়। তবে সে সময় ঠিকাদারি প্রতিষ্ঠান শুধুমাত্র আকিজ কোং দুধ সরবরাহ করত। গত ১ এপ্রিল হতে কলা, বনরুটি ও ডিম সরবরাহ করে আসছে। তবে শুরু থেকেই খাবারের ওজন ও গুণগত মান নিয়ে প্রশ্ন ওঠে। যা বিভিন্ন সময় খাদ্য সরবরাহকারী-প্রতিষ্ঠানকে অবহিত করে উপজেলা শিক্ষা অফিস। বিষয়টি গত ১১ এপ্রিল স্থানীয় সরবরাহকারী মোঃ মাহামী হাসান ও ঠিকাদারি প্রতিষ্ঠান ওসাকা এনজিওর দায়িত্বশীল কর্মকর্তার উপস্থিতিতে প্রধান শিক্ষকদের মাসিক সমন্বয় সভায় উপজেলার সকল বিদ্যালয়ের প্রধান শিক্ষকগণ একযোগে নিম্নমানের খাবার সরবরাহ হচ্ছে বলে অভিযোগ করেন। খাদ্য সরবরাহকারী প্রতিষ্ঠানের দায়িত্বশীলরা সত্যতা স্বীকার করেন এবং আগামীতে এমনটি হবে না মর্মে ১৬৭ জন প্রধান শিক্ষককে আশ্বস্ত করেন।: [362, 550, 694, 713]
- person-figure: [45, 137, 85, 227]
- story: [362, 529, 694, 714]
- article-headline[interactable]: ট্রলি থেকে পড়ে: [483, 877, 573, 893]
- photo-wall: [43, 75, 343, 115]
- story: [362, 718, 694, 815]
- byline-text: প্রতিদিনের ডেস্ক: [714, 343, 765, 352]
- lead-article-body: [32, 382, 354, 678]
- section-label: বিনোদন...: [709, 73, 790, 95]
- story: [362, 876, 694, 940]
- article-headline[interactable]: যবিপ্রবির ছাত্রী হলের খাবার খেয়ে ৮০ এর অধিক: [56, 685, 330, 701]
- article-headline[interactable]: কুপিয়ে হত্যা : সাবেক এমপি আজিজুরসহ: [412, 719, 644, 735]
- article-text: মানুষ ভিড় জমায়। পরে খবর পেয়ে বেনাপোল পোর্ট থানা পুলিশ ঘটনাস্থলে এসে লাশ উদ্ধার করে। স্থানীয়দের ধারণা, এটি পরিকল্পিত হত্যাকাণ্ড- কি না, তা নিয়ে এলাকায় নানা গুঞ্জন চলছে। পুলিশ বিষয়টি গুরুত্বের সাথে তদন্ত করছে বলে আশ্বাস দিয়েছে। বেনাপোল পোর্ট থানা ওসি আশরাফ হোসেন বলেন, আমরা খবর পেয়ে হরিনাপোতা মাঠ থেকে ইউনুছ নামে একজন এর মৃত দেহ উদ্ধার করি। তবে তাকে কে বা কারা হত্যা করেছে তা সঠিক তদন্ত না করে বলা যাবে না। লাশ ময়না তদন্তের জন্য যশোর মর্গে পাঠানো হয়েছে। তিনি আরো জানায় ইউনুছ আমদানিকৃত পণ্যবাহি গাড়িতে কুট হিসাবে কাজ করত।: [362, 1123, 694, 1187]
